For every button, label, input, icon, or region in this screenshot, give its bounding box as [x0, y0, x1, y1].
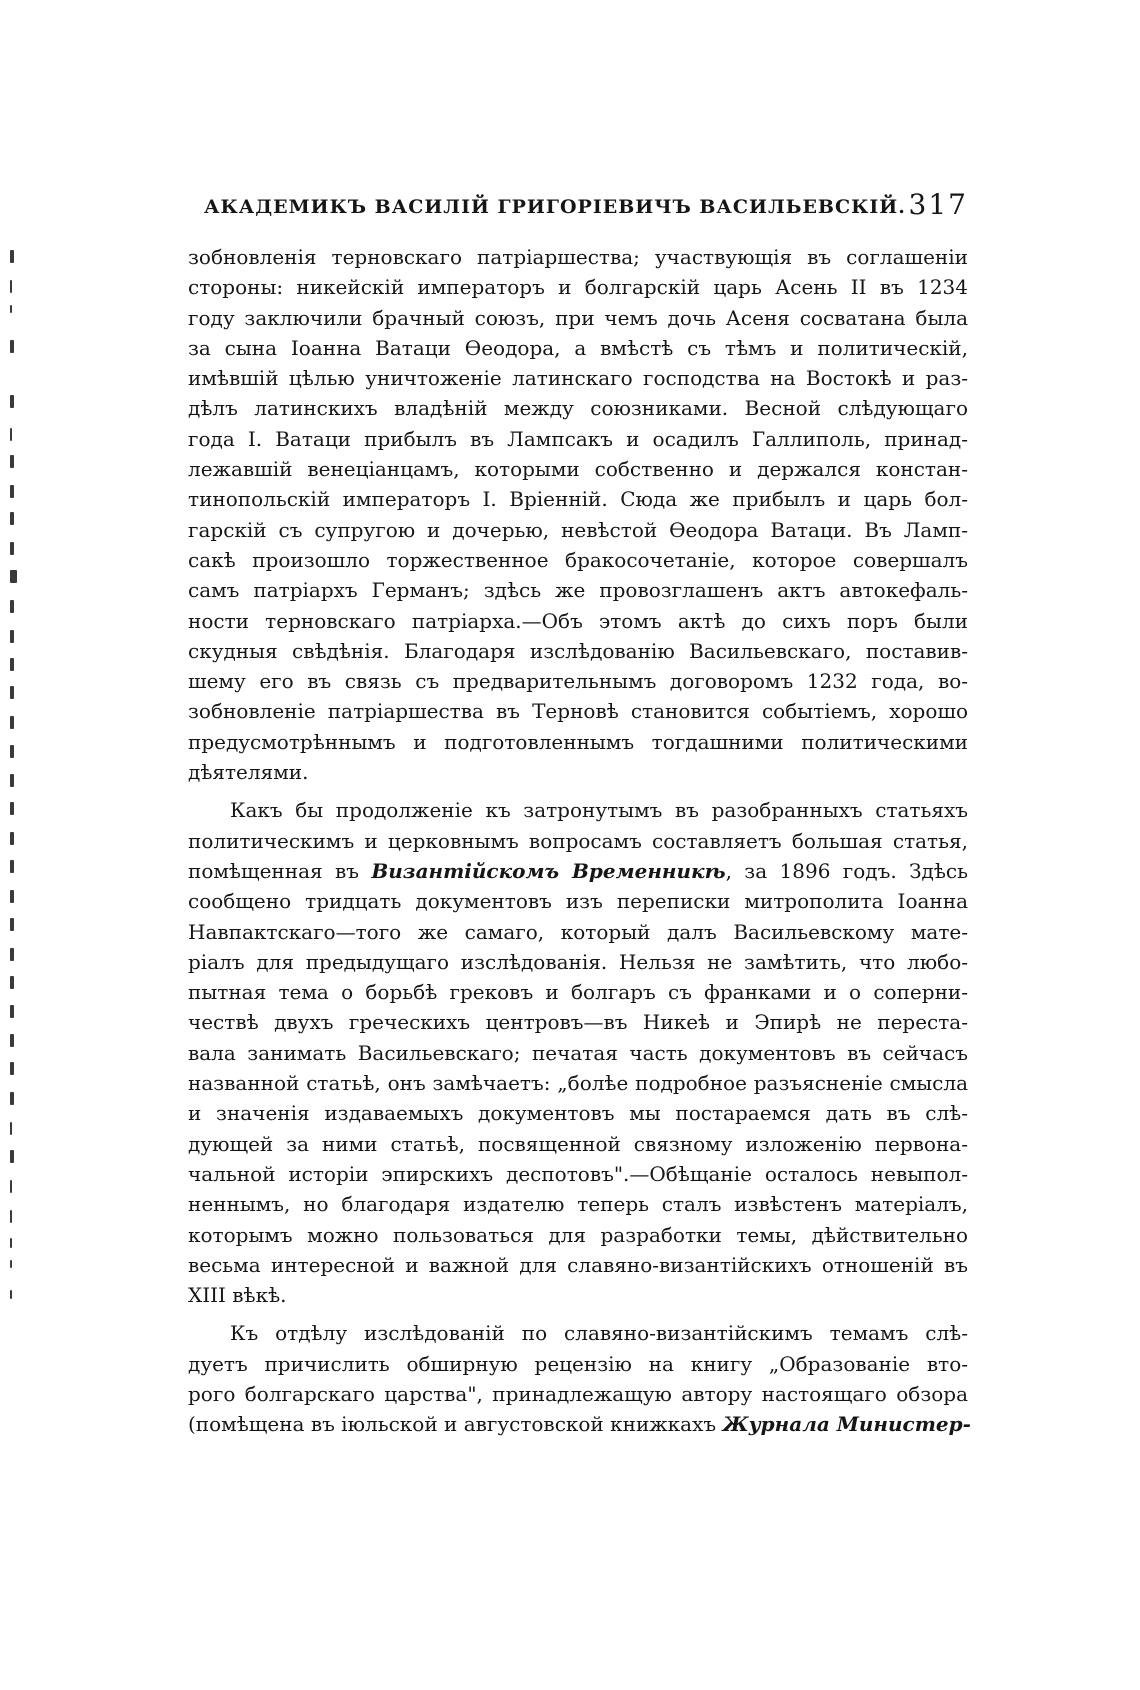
margin-mark [10, 1122, 12, 1135]
paragraph-1 [188, 242, 968, 787]
text-line: которымъ можно пользоваться для разработки темы, дѣйствительно [188, 1222, 968, 1247]
text-line: лежавшій венеціанцамъ, которыми собственно и держался констан- [188, 457, 968, 482]
margin-mark [10, 890, 14, 903]
text-run: (помѣщена въ іюльской и августовской книжкахъ [188, 1412, 723, 1437]
text-line: гарскій съ супругою и дочерью, невѣстой Өеодора Ватаци. Въ Ламп- [188, 517, 968, 542]
text-run: помѣщенная въ [188, 858, 372, 883]
text-line: чествѣ двухъ греческихъ центровъ—въ Никеѣ и Эпирѣ не переста- [188, 1010, 968, 1035]
margin-mark [10, 774, 14, 787]
text-line: сакѣ произошло торжественное бракосочетаніе, которое совершалъ [188, 547, 968, 572]
text-line: Какъ бы продолженіе къ затронутымъ въ разобранныхъ статьяхъ [230, 798, 968, 823]
text-line: зобновленіе патріаршества въ Терновѣ становится событіемъ, хорошо [188, 699, 968, 724]
text-line: названной статьѣ, онъ замѣчаетъ: „болѣе подробное разъясненіе смысла [188, 1071, 968, 1096]
text-line: дуетъ причислить обширную рецензію на книгу „Образованіе вто- [188, 1351, 968, 1376]
margin-mark [10, 716, 14, 729]
text-line: зобновленія терновскаго патріаршества; участвующія въ соглашеніи [188, 245, 968, 269]
margin-mark [10, 455, 14, 468]
text-line: дѣлъ латинскихъ владѣній между союзниками. Весной слѣдующаго [188, 396, 968, 421]
text-line: Къ отдѣлу изслѣдованій по славяно-византійскимъ темамъ слѣ- [230, 1321, 968, 1346]
margin-mark [10, 1092, 14, 1105]
text-line: вала занимать Васильевскаго; печатая часть документовъ въ сейчасъ [188, 1040, 968, 1065]
margin-mark [10, 542, 14, 555]
text-line: и значенія издаваемыхъ документовъ мы постараемся дать въ слѣ- [188, 1101, 968, 1126]
margin-mark [10, 1150, 14, 1163]
margin-mark [10, 802, 14, 815]
text-line: Навпактскаго—того же самаго, который далъ Васильевскому мате- [188, 919, 968, 944]
text-line: тинопольскій императоръ І. Вріенній. Сюда же прибылъ и царь бол- [188, 487, 968, 512]
margin-mark [10, 1062, 14, 1075]
text-line: ности терновскаго патріарха.—Объ этомъ актѣ до сихъ поръ были [188, 608, 968, 633]
text-line: неннымъ, но благодаря издателю теперь сталъ извѣстенъ матеріалъ, [188, 1192, 968, 1217]
margin-mark [10, 1290, 12, 1299]
text-line: политическимъ и церковнымъ вопросамъ составляетъ большая статья, [188, 828, 968, 853]
margin-mark [10, 860, 14, 873]
margin-mark [10, 745, 14, 758]
text-line: рого болгарскаго царства", принадлежащую автору настоящаго обзора [188, 1381, 968, 1406]
text-line: дѣятелями. [188, 760, 309, 785]
text-run: , за 1896 годъ. Здѣсь [725, 858, 968, 883]
text-line: весьма интересной и важной для славяно-византійскихъ отношеній въ [188, 1252, 968, 1277]
bleed-through-marks [8, 250, 22, 1450]
text-line: стороны: никейскій императоръ и болгарскій царь Асень II въ 1234 [188, 275, 968, 300]
text-line: дующей за ними статьѣ, посвященной связному изложенію первона- [188, 1131, 968, 1156]
margin-mark [10, 832, 14, 845]
paragraph-2 [188, 795, 968, 1310]
margin-mark [10, 395, 14, 408]
margin-mark [10, 250, 14, 263]
text-line: года І. Ватаци прибылъ въ Лампсакъ и осадилъ Галлиполь, принад- [188, 426, 968, 451]
margin-mark [10, 280, 12, 293]
text-line: за сына Іоанна Ватаци Өеодора, а вмѣстѣ съ тѣмъ и политическій, [188, 335, 968, 360]
journal-title: Византійскомъ Временникѣ [371, 858, 726, 883]
text-line [188, 1409, 971, 1439]
running-title: АКАДЕМИКЪ ВАСИЛІЙ ГРИГОРІЕВИЧЪ ВАСИЛЬЕВСКІЙ. [204, 196, 906, 218]
margin-mark [10, 976, 14, 989]
text-line: году заключили брачный союзъ, при чемъ дочь Асеня сосватана была [188, 305, 968, 330]
text-line: скудныя свѣдѣнія. Благодаря изслѣдованію Васильевскаго, поставив- [188, 638, 968, 663]
text-line: чальной исторіи эпирскихъ деспотовъ".—Обѣщаніе осталось невыпол- [188, 1161, 968, 1186]
text-line: имѣвшій цѣлью уничтоженіе латинскаго господства на Востокѣ и раз- [188, 366, 968, 391]
margin-mark [10, 485, 14, 498]
margin-mark [10, 305, 12, 313]
margin-mark [10, 686, 14, 699]
main-text [188, 242, 971, 1440]
margin-mark [10, 1180, 12, 1193]
margin-mark [10, 630, 14, 643]
margin-mark [10, 512, 14, 525]
text-line: ріалъ для предыдущаго изслѣдованія. Нельзя не замѣтить, что любо- [188, 949, 968, 974]
paragraph-3 [188, 1318, 971, 1439]
margin-mark [10, 658, 14, 671]
text-line [188, 856, 968, 886]
margin-mark [10, 428, 12, 441]
margin-mark [10, 600, 14, 613]
journal-title: Журнала Министер- [722, 1412, 971, 1437]
margin-mark [10, 948, 14, 961]
text-line: XIII вѣкѣ. [188, 1283, 287, 1308]
margin-mark [10, 1210, 12, 1223]
margin-mark [10, 1005, 14, 1018]
text-line: сообщено тридцать документовъ изъ переписки митрополита Іоанна [188, 889, 968, 914]
text-line: предусмотрѣннымъ и подготовленнымъ тогдашними политическими [188, 729, 968, 754]
text-line: пытная тема о борьбѣ грековъ и болгаръ съ франками и о соперни- [188, 980, 968, 1005]
text-line: самъ патріархъ Германъ; здѣсь же провозглашенъ актъ автокефаль- [188, 578, 968, 603]
margin-mark [10, 1260, 12, 1268]
margin-mark [10, 570, 17, 583]
running-head [188, 188, 968, 228]
margin-mark [10, 340, 14, 353]
text-line: шему его въ связь съ предварительнымъ договоромъ 1232 года, во- [188, 669, 968, 694]
margin-mark [10, 918, 14, 931]
margin-mark [10, 1238, 12, 1248]
page-number: 317 [908, 188, 968, 221]
margin-mark [10, 1034, 14, 1047]
